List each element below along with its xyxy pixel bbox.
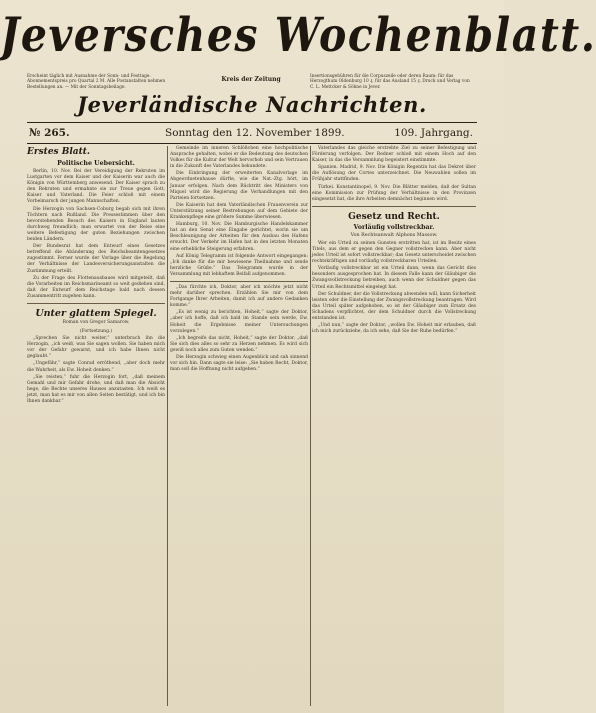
article-paragraph: Der Bundesrat hat dem Entwurf eines Gesetzes betreffend die Abänderung des Reichsbeamtengesetzes zugestimmt. Ferner wurde der Vorlage über die Regelung der Verhältnisse der Landesversicherungsanstalten die Zustimmung erteilt. [27, 244, 165, 274]
dateline [27, 122, 477, 144]
article-paragraph: Die Herzogin von Sachsen-Coburg begab sich mit ihren Töchtern nach Rußland. Die Pressestimmen über den bevorstehenden Besuch des Kaisers in England lauten durchweg freundlich; man erwartet von der Reise eine weitere Befestigung der guten Beziehungen zwischen beiden Ländern. [27, 206, 165, 243]
article-paragraph: Die Kaiserin hat dem Vaterländischen Frauenverein zur Unterstützung seiner Bestrebungen auf dem Gebiete der Krankenpflege eine größere Summe überwiesen. [170, 202, 308, 221]
article-paragraph: Spanien. Madrid, 9. Nov. Die Königin Regentin hat das Dekret über die Auflösung der Cortes unterzeichnet. Die Neuwahlen sollen im Frühjahr stattfinden. [312, 165, 476, 183]
feuilleton-paragraph: „Das fürchte ich, Doktor, aber ich möchte jetzt nicht mehr darüber sprechen. Erzählen Sie mir von dem Fortgange Ihrer Arbeiten, damit ich auf andere Gedanken komme.“ [170, 284, 308, 309]
article-paragraph: Die Einbringung der erweiterten Kanalvorlage im Abgeordnetenhause dürfte, wie die Nat.-Ztg. hört, im Januar erfolgen. Nach dem Rücktritt des Ministers von Miquel wird die Regierung die Verhandlungen mit den Parteien fortsetzen. [170, 171, 308, 201]
section-heading: Erstes Blatt. [27, 147, 91, 157]
feuilleton-paragraph: „Sie reisten,“ fuhr die Herzogin fort, „daß meinem Gemahl und mir Gefahr drohe, und daß man die Absicht hege, die Rechte unseres Hauses anzutasten. Ich weiß es jetzt, man hat es mir von allen Seiten bestätigt, und ich bin Ihnen dankbar.“ [27, 374, 165, 404]
law-article-author: Von Rechtsanwalt Alphons Massow. [350, 232, 438, 238]
article-paragraph: Berlin, 10. Nov. Bei der Vereidigung der Rekruten im Lustgarten vor dem Kaiser und der Kaiserin war auch die Königin von Württemberg anwesend. Der Kaiser sprach zu den Rekruten und ermahnte sie zur Treue gegen Gott, Kaiser und Vaterland. Die Feier schloß mit einem Vorbeimarsch der jungen Mannschaften. [27, 169, 165, 205]
masthead-center-label: Kreis der Zeitung [221, 76, 281, 83]
article-paragraph: Vaterlandes das gleiche erstrebte Ziel zu seiner Befestigung und Förderung verfolgen. Der Redner schloß mit einem Hoch auf den Kaiser, in das die Versammlung begeistert einstimmte. [312, 146, 476, 164]
law-paragraph: Wer ein Urteil zu seinen Gunsten erstritten hat, ist im Besitz eines Titels, aus dem er gegen den Gegner vollstrecken kann. Aber nicht jedes Urteil ist sofort vollstreckbar; das Gesetz unterscheidet zwischen rechtskräftigen und vorläufig vollstreckbaren Urteilen. [312, 240, 476, 265]
divider [27, 303, 165, 304]
issue-number: № 265. [29, 127, 70, 139]
column-divider [167, 146, 168, 706]
law-paragraph: „Und nun,“ sagte der Doktor, „wollen Ew. Hoheit mir erlauben, daß ich mich zurückziehe, da ich sehe, daß Sie der Ruhe bedürfen.“ [312, 323, 476, 335]
column-2 [170, 146, 308, 706]
masthead-title: Jeversches Wochenblatt. [0, 7, 596, 63]
article-paragraph: Zu der Frage des Flottenausbaues wird mitgeteilt, daß die Vorarbeiten im Reichsmarineamt so weit gediehen sind, daß der Entwurf dem Reichstage bald nach dessen Zusammentritt zugehen kann. [27, 275, 165, 299]
feuilleton-paragraph: (Fortsetzung.) [79, 328, 113, 334]
column-divider [310, 146, 311, 706]
issue-date: Sonntag den 12. November 1899. [165, 127, 345, 139]
subsection-heading: Politische Uebersicht. [57, 160, 135, 167]
masthead [0, 4, 596, 66]
feuilleton-paragraph: „Ungefähr,“ sagte Conrad erröthend, „aber doch mehr die Wahrheit, als Ew. Hoheit denken.“ [27, 361, 165, 373]
article-paragraph: Gemeinde im inneren Schlößchen eine hochpolitische Ansprache gehalten, wobei er die Bedeutung des deutschen Volkes für die Kultur der Welt hervorhob und sein Vertrauen in die Zukunft des Vaterlandes bekundete. [170, 146, 308, 170]
column-3 [312, 146, 476, 706]
masthead-right-info: Insertionsgebühren für die Corpuszeile oder deren Raum: für das Herzogthum Oldenburg 10 ₰, für das Ausland 15 ₰. Druck und Verlag von C. L. Mettcker & Söhne in Jever. [310, 74, 470, 90]
feuilleton-paragraph: „Sprechen Sie nicht weiter,“ unterbrach ihn die Herzogin, „ich weiß, was Sie sagen wollen. Sie haben mich vor der Gefahr gewarnt, und ich habe Ihnen nicht geglaubt.“ [27, 336, 165, 360]
article-paragraph: Türkei. Konstantinopel, 9. Nov. Die Blätter melden, daß der Sultan eine Kommission zur Prüfung der Verhältnisse in den Provinzen eingesetzt hat, die ihre Arbeiten demnächst beginnen wird. [312, 184, 476, 202]
divider [170, 281, 308, 282]
masthead-left-info: Erscheint täglich mit Ausnahme der Sonn- und Festtage. Abonnementspreis pro Quartal 2 M. Alle Postanstalten nehmen Bestellungen an. — Mit der Sonntagsbeilage. [27, 74, 166, 90]
article-paragraph: Hamburg, 10. Nov. Die Hamburgische Handelskammer hat an den Senat eine Eingabe gerichtet, worin sie um Beschleunigung der Arbeiten für den Ausbau des Hafens ersucht. Der Verkehr im Hafen hat in den letzten Monaten eine erhebliche Steigerung erfahren. [170, 222, 308, 252]
feuilleton-title: Unter glattem Spiegel. [35, 307, 157, 319]
law-paragraph: Der Schuldner, der die Vollstreckung abwenden will, kann Sicherheit leisten oder die Einstellung der Zwangsvollstreckung beantragen. Wird das Urteil später aufgehoben, so ist der Gläubiger zum Ersatz des Schadens verpflichtet, der dem Schuldner durch die Vollstreckung entstanden ist. [312, 291, 476, 321]
feuilleton-author: Roman von Gregor Samarow. [62, 319, 130, 325]
law-paragraph: Vorläufig vollstreckbar ist ein Urteil dann, wenn das Gericht dies besonders ausgesprochen hat. In diesem Falle kann der Gläubiger die Zwangsvollstreckung betreiben, auch wenn der Schuldner gegen das Urteil ein Rechtsmittel eingelegt hat. [312, 266, 476, 290]
feuilleton-paragraph: Die Herzogin schwieg einen Augenblick und sah sinnend vor sich hin. Dann sagte sie leise: „Sie haben Recht, Doktor, man soll die Hoffnung nicht aufgeben.“ [170, 355, 308, 373]
column-1 [27, 146, 165, 706]
article-paragraph: Auf König Telegramm ist folgende Antwort eingegangen: „Ich danke für die mir bewiesene Theilnahme und sende herzliche Grüße.“ Das Telegramm wurde in der Versammlung mit lebhaftem Beifall aufgenommen. [170, 253, 308, 277]
law-section-heading: Gesetz und Recht. [348, 211, 440, 222]
issue-year: 109. Jahrgang. [394, 127, 473, 139]
divider [312, 206, 476, 207]
masthead-subtitle: Jeverländische Nachrichten. [77, 92, 427, 117]
feuilleton-paragraph: „Es ist wenig zu berichten, Hoheit,“ sagte der Doktor, „aber ich hoffe, daß ich bald im Stande sein werde, Ew. Hoheit die Ergebnisse meiner Untersuchungen vorzulegen.“ [170, 310, 308, 334]
feuilleton-paragraph: „Ich begreife das nicht, Hoheit,“ sagte der Doktor, „daß Sie sich dies alles so sehr zu Herzen nehmen. Es wird sich gewiß noch alles zum Guten wenden.“ [170, 335, 308, 353]
law-article-title: Vorläufig vollstreckbar. [353, 223, 435, 231]
